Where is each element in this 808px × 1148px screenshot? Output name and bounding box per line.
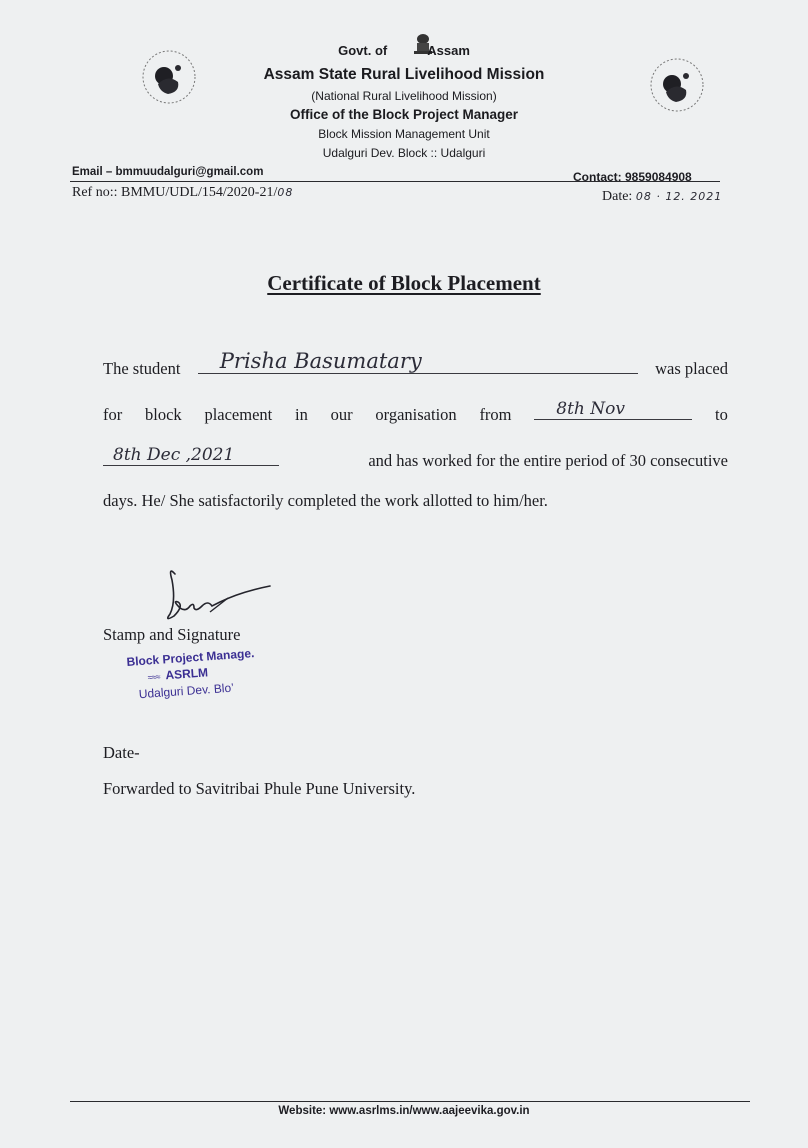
body-line-3: 8th Dec ,2021 and has worked for the entire period of 30 consecutive (103, 447, 728, 471)
to-date-field (103, 447, 279, 466)
header-divider (70, 181, 720, 182)
date-handwritten: 08 · 12. 2021 (635, 190, 723, 203)
official-stamp: Block Project Manage. ≈≈≈ ASRLM Udalguri Dev. Blo’ (126, 646, 255, 702)
certificate-title: Certificate of Block Placement (267, 271, 541, 295)
stamp-signature-label: Stamp and Signature (103, 625, 241, 644)
from-date-field (534, 401, 692, 420)
body-line-2: for block placement in our organisation from 8th Nov to (103, 399, 728, 424)
signature-scribble (150, 562, 280, 632)
body-line-4: days. He/ She satisfactorily completed the work allotted to him/her. (103, 491, 548, 510)
date-label: Date- (103, 743, 140, 762)
website-links: Website: www.asrlms.in/www.aajeevika.gov.in (278, 1105, 530, 1117)
org-subtitle: (National Rural Livelihood Mission) (311, 89, 497, 103)
to-date: 8th Dec ,2021 (113, 445, 235, 465)
footer-divider (70, 1101, 750, 1102)
email-address: Email – bmmuudalguri@gmail.com (72, 166, 264, 178)
org-name: Assam State Rural Livelihood Mission (263, 66, 545, 83)
ref-handwritten: 08 (277, 186, 294, 199)
issue-date: Date: 08 · 12. 2021 (602, 189, 723, 204)
reference-number: Ref no:: BMMU/UDL/154/2020-21/08 (72, 185, 294, 200)
student-name: Prisha Basumatary (219, 349, 422, 373)
from-date: 8th Nov (556, 399, 625, 419)
govt-of-assam: Govt. of Assam (338, 43, 470, 58)
block-location: Udalguri Dev. Block :: Udalguri (322, 146, 486, 160)
unit-name: Block Mission Management Unit (318, 127, 490, 141)
contact-number: Contact: 9859084908 (573, 170, 692, 184)
office-name: Office of the Block Project Manager (289, 107, 519, 122)
body-line-1: The student Prisha Basumatary was placed (103, 349, 728, 378)
forwarded-to: Forwarded to Savitribai Phule Pune University. (103, 779, 416, 798)
